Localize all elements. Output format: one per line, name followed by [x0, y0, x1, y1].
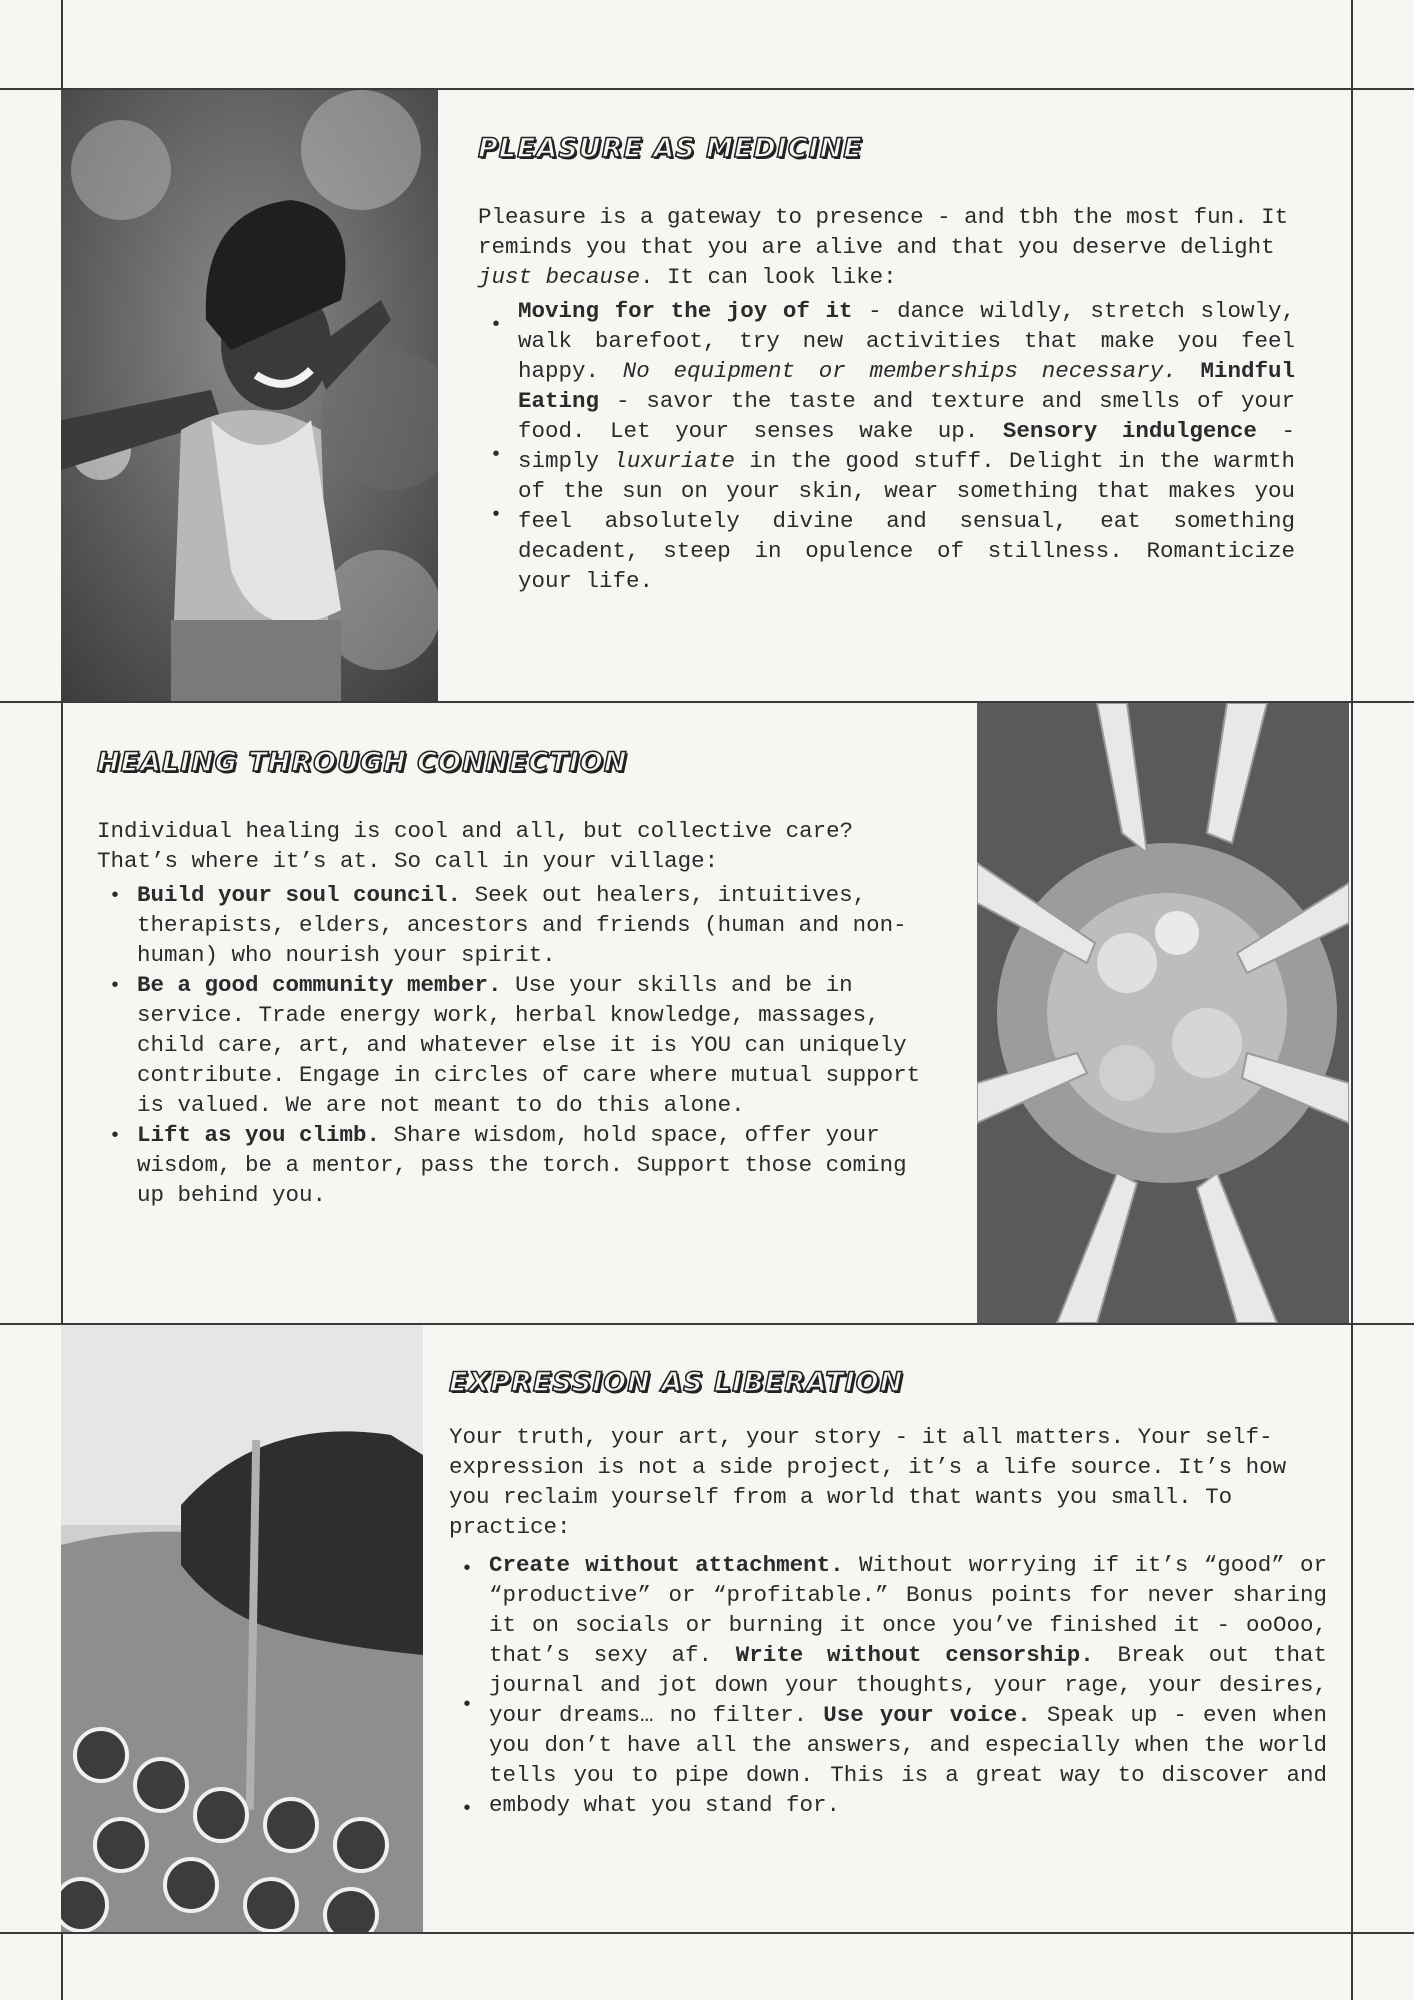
frame-line-4: [0, 1932, 1414, 1934]
section-intro: Pleasure is a gateway to presence - and tbh the most fun. It reminds you that you are alive and that you deserve delight just because. It can look like:: [478, 204, 1289, 290]
bullet-dot: •: [461, 1694, 474, 1717]
woman-joy-photo-icon: [61, 90, 438, 701]
section-title: HEALING THROUGH CONNECTION: [97, 747, 628, 778]
section-title: PLEASURE AS MEDICINE: [478, 133, 863, 164]
hands-circle-photo-icon: [977, 703, 1349, 1323]
bullet-list: [97, 880, 937, 1210]
bullet-paragraph: Create without attachment. Without worrying if it’s “good” or “productive” or “profitable.” Bonus points for never sharing it on socials or burning it once you’ve finished it - ooOoo, that’s sexy af. Write without censorship. Break out that journal and jot down your thoughts, your rage, your desires, your dreams… no filter. Use your voice. Speak up - even when you don’t have all the answers, and especially when the world tells you to pipe down. This is a great way to discover and embody what you stand for.: [489, 1552, 1328, 1818]
bullet-dot: •: [490, 444, 503, 467]
bullet-dot: •: [490, 314, 503, 337]
section-expression: [449, 1366, 1327, 1820]
section-pleasure: [478, 132, 1295, 596]
list-item: • Lift as you climb. Share wisdom, hold space, offer your wisdom, be a mentor, pass the torch. Support those coming up behind you.: [137, 1120, 937, 1210]
bullet-dot: •: [490, 504, 503, 527]
bullet-dot: •: [461, 1798, 474, 1821]
section-intro: Individual healing is cool and all, but collective care? That’s where it’s at. So call in your village:: [97, 818, 854, 874]
bullet-dot: •: [461, 1558, 474, 1581]
section-title: EXPRESSION AS LIBERATION: [449, 1367, 904, 1398]
bullet-paragraph: Moving for the joy of it - dance wildly, stretch slowly, walk barefoot, try new activities that make you feel happy. No equipment or memberships necessary. Mindful Eating - savor the taste and texture and smells of your food. Let your senses wake up. Sensory indulgence - simply luxuriate in the good stuff. Delight in the warmth of the sun on your skin, wear something that makes you feel absolutely divine and sensual, eat something decadent, steep in opulence of stillness. Romanticize your life.: [518, 298, 1296, 594]
frame-right-line: [1351, 0, 1353, 2000]
section-connection: [97, 746, 937, 1210]
list-item: • Build your soul council. Seek out healers, intuitives, therapists, elders, ancestors and friends (human and non-human) who nourish your spirit.: [137, 880, 937, 970]
section-intro: Your truth, your art, your story - it all matters. Your self-expression is not a side project, it’s a life source. It’s how you reclaim yourself from a world that wants you small. To practice:: [449, 1424, 1287, 1540]
paintbrush-photo-icon: [61, 1325, 423, 1932]
list-item: • Be a good community member. Use your skills and be in service. Trade energy work, herbal knowledge, massages, child care, art, and whatever else it is YOU can uniquely contribute. Engage in circles of care where mutual support is valued. We are not meant to do this alone.: [137, 970, 937, 1120]
